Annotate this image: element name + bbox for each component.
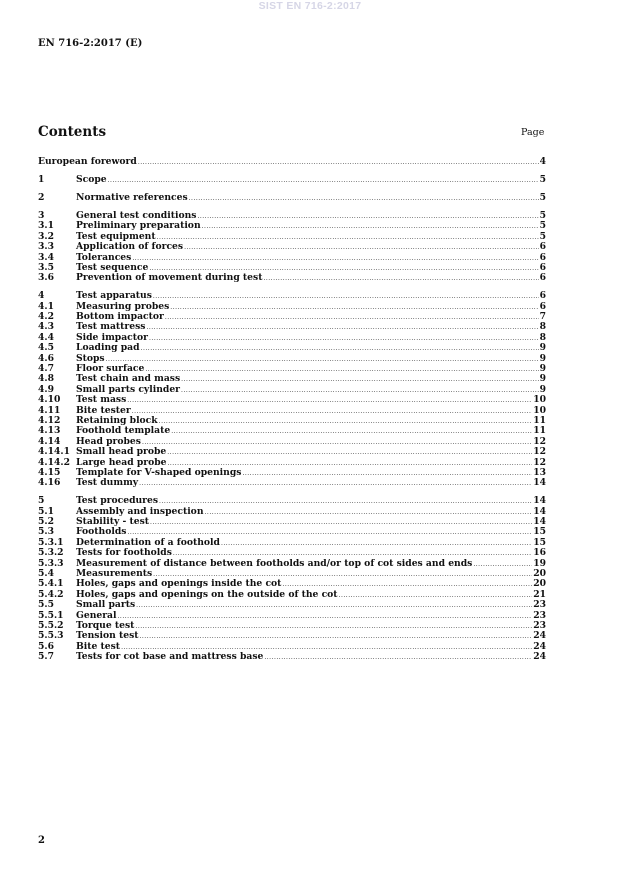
toc-entry-title: Bite tester bbox=[76, 404, 131, 416]
toc-entry[interactable] bbox=[38, 242, 546, 252]
toc-entry-title: Floor surface bbox=[76, 363, 145, 375]
toc-entry[interactable] bbox=[38, 652, 546, 662]
toc-entry-page: 11 bbox=[533, 414, 546, 426]
toc-entry-title: Torque test bbox=[76, 619, 135, 631]
toc-entry-number: 3.5 bbox=[38, 261, 54, 273]
toc-entry-number: 4.15 bbox=[38, 466, 61, 478]
toc-entry-page: 15 bbox=[533, 526, 546, 538]
toc-entry-page: 5 bbox=[539, 173, 546, 185]
toc-entry-page: 5 bbox=[539, 191, 546, 203]
toc-entry-title: Application of forces bbox=[76, 241, 184, 253]
toc-entry-title: Head probes bbox=[76, 435, 141, 447]
toc-entry-page: 14 bbox=[533, 495, 546, 507]
toc-entry-page: 4 bbox=[539, 156, 546, 167]
toc-leader-dots bbox=[145, 365, 538, 375]
toc-entry-title: Test procedures bbox=[76, 495, 159, 507]
toc-entry-page: 8 bbox=[539, 331, 546, 343]
toc-entry-number: 5.5.2 bbox=[38, 619, 64, 631]
toc-entry-page: 6 bbox=[539, 251, 546, 263]
toc-entry-page: 19 bbox=[533, 557, 546, 569]
toc-entry-number: 4.3 bbox=[38, 321, 54, 333]
toc-entry-title: European foreword bbox=[38, 156, 137, 167]
toc-entry-page: 9 bbox=[539, 383, 546, 395]
toc-entry[interactable] bbox=[38, 447, 546, 457]
toc-entry[interactable] bbox=[38, 273, 546, 283]
toc-entry[interactable] bbox=[38, 343, 546, 353]
page-column-label: Page bbox=[521, 127, 545, 138]
toc-entry-title: Side impactor bbox=[76, 331, 148, 343]
toc-entry-number: 4.14.2 bbox=[38, 456, 70, 468]
toc-entry-title: General test conditions bbox=[76, 209, 197, 221]
toc-entry-number: 5.6 bbox=[38, 640, 54, 652]
toc-entry-number: 3.1 bbox=[38, 220, 54, 232]
page-title: Contents bbox=[38, 124, 107, 140]
toc-entry-number: 2 bbox=[38, 191, 45, 203]
toc-entry-page: 6 bbox=[539, 272, 546, 284]
toc-entry-title: Test chain and mass bbox=[76, 373, 181, 385]
toc-entry-number: 4.14.1 bbox=[38, 446, 70, 458]
toc-leader-dots bbox=[157, 233, 539, 243]
toc-entry-title: Preliminary preparation bbox=[76, 220, 201, 232]
toc-entry-title: Determination of a foothold bbox=[76, 536, 220, 548]
toc-entry-page: 20 bbox=[533, 578, 546, 590]
toc-entry-number: 4.4 bbox=[38, 331, 54, 343]
toc-entry-title: Test mattress bbox=[76, 321, 146, 333]
toc-entry-page: 5 bbox=[539, 230, 546, 242]
toc-entry-number: 1 bbox=[38, 173, 45, 185]
toc-entry-number: 4.11 bbox=[38, 404, 61, 416]
toc-entry-title: Stops bbox=[76, 352, 105, 364]
toc-entry-page: 12 bbox=[533, 456, 546, 468]
toc-entry-page: 15 bbox=[533, 536, 546, 548]
toc-entry-number: 4.16 bbox=[38, 477, 61, 489]
toc-entry-number: 4.6 bbox=[38, 352, 54, 364]
toc-leader-dots bbox=[146, 323, 538, 333]
toc-entry-page: 23 bbox=[533, 599, 546, 611]
toc-entry-title: Holes, gaps and openings on the outside of the cot bbox=[76, 588, 338, 600]
toc-leader-dots bbox=[242, 469, 532, 479]
toc-leader-dots bbox=[132, 254, 538, 264]
toc-entry-page: 8 bbox=[539, 321, 546, 333]
toc-leader-dots bbox=[339, 591, 533, 601]
toc-entry-title: Measurements bbox=[76, 568, 153, 580]
toc-entry-number: 5.2 bbox=[38, 516, 54, 528]
toc-entry-title: Foothold template bbox=[76, 425, 171, 437]
toc-entry-number: 3.4 bbox=[38, 251, 54, 263]
toc-entry-page: 10 bbox=[533, 404, 546, 416]
toc-entry-title: Bite test bbox=[76, 640, 121, 652]
table-of-contents bbox=[38, 157, 546, 663]
toc-leader-dots bbox=[263, 274, 538, 284]
toc-entry-number: 5.5.3 bbox=[38, 630, 64, 642]
toc-entry-number: 3.2 bbox=[38, 230, 54, 242]
toc-entry[interactable] bbox=[38, 175, 546, 185]
toc-entry-number: 3.6 bbox=[38, 272, 54, 284]
toc-leader-dots bbox=[132, 407, 532, 417]
toc-entry-page: 6 bbox=[539, 261, 546, 273]
toc-entry-title: General bbox=[76, 609, 117, 621]
toc-entry-title: Test apparatus bbox=[76, 290, 152, 302]
toc-entry-number: 5.3.3 bbox=[38, 557, 64, 569]
toc-entry-page: 6 bbox=[539, 290, 546, 302]
toc-entry-number: 4.14 bbox=[38, 435, 61, 447]
toc-entry-page: 9 bbox=[539, 373, 546, 385]
toc-entry-number: 3.3 bbox=[38, 241, 54, 253]
toc-entry-title: Bottom impactor bbox=[76, 311, 164, 323]
toc-entry-page: 14 bbox=[533, 505, 546, 517]
toc-entry-number: 4.2 bbox=[38, 311, 54, 323]
toc-entry-title: Test dummy bbox=[76, 477, 139, 489]
toc-entry-title: Test equipment bbox=[76, 230, 156, 242]
toc-entry-title: Tolerances bbox=[76, 251, 132, 263]
toc-leader-dots bbox=[181, 386, 539, 396]
toc-entry-page: 9 bbox=[539, 363, 546, 375]
document-id: EN 716-2:2017 (E) bbox=[38, 38, 143, 49]
toc-entry-title: Template for V-shaped openings bbox=[76, 466, 242, 478]
toc-entry-title: Measuring probes bbox=[76, 300, 170, 312]
toc-entry-page: 24 bbox=[533, 651, 546, 663]
toc-leader-dots bbox=[202, 222, 539, 232]
toc-entry-title: Stability - test bbox=[76, 516, 150, 528]
toc-entry-number: 4 bbox=[38, 290, 45, 302]
toc-entry-title: Holes, gaps and openings inside the cot bbox=[76, 578, 282, 590]
toc-entry-title: Tests for cot base and mattress base bbox=[76, 651, 264, 663]
toc-leader-dots bbox=[141, 344, 539, 354]
toc-entry-number: 5.7 bbox=[38, 651, 54, 663]
toc-leader-dots bbox=[149, 334, 539, 344]
toc-entry-page: 6 bbox=[539, 300, 546, 312]
toc-leader-dots bbox=[139, 632, 532, 642]
toc-leader-dots bbox=[171, 427, 532, 437]
toc-entry-title: Scope bbox=[76, 173, 107, 185]
toc-entry-title: Tests for footholds bbox=[76, 547, 172, 559]
toc-entry-page: 10 bbox=[533, 394, 546, 406]
toc-entry-title: Assembly and inspection bbox=[76, 505, 204, 517]
toc-entry-title: Footholds bbox=[76, 526, 127, 538]
toc-entry-number: 4.7 bbox=[38, 363, 54, 375]
toc-entry-title: Small parts bbox=[76, 599, 136, 611]
toc-leader-dots bbox=[189, 194, 539, 204]
toc-entry-number: 5.4.1 bbox=[38, 578, 64, 590]
toc-leader-dots bbox=[197, 212, 538, 222]
toc-entry-page: 9 bbox=[539, 352, 546, 364]
toc-entry-number: 4.10 bbox=[38, 394, 61, 406]
toc-entry-page: 5 bbox=[539, 209, 546, 221]
toc-entry-title: Retaining block bbox=[76, 414, 158, 426]
toc-leader-dots bbox=[159, 417, 533, 427]
toc-leader-dots bbox=[106, 355, 539, 365]
toc-leader-dots bbox=[184, 243, 539, 253]
toc-entry-title: Test mass bbox=[76, 394, 127, 406]
toc-entry-title: Normative references bbox=[76, 191, 188, 203]
toc-entry-title: Prevention of movement during test bbox=[76, 272, 263, 284]
toc-leader-dots bbox=[138, 158, 539, 168]
toc-entry-number: 4.1 bbox=[38, 300, 54, 312]
toc-leader-dots bbox=[135, 622, 532, 632]
toc-leader-dots bbox=[205, 508, 533, 518]
toc-leader-dots bbox=[165, 313, 539, 323]
toc-entry-page: 13 bbox=[533, 466, 546, 478]
toc-entry-title: Large head probe bbox=[76, 456, 167, 468]
toc-entry-number: 4.8 bbox=[38, 373, 54, 385]
toc-entry-number: 5.4 bbox=[38, 568, 54, 580]
toc-entry[interactable] bbox=[38, 478, 546, 488]
toc-entry-number: 5.5.1 bbox=[38, 609, 64, 621]
toc-entry-page: 11 bbox=[533, 425, 546, 437]
toc-leader-dots bbox=[264, 653, 532, 663]
toc-leader-dots bbox=[127, 396, 532, 406]
toc-entry-page: 24 bbox=[533, 630, 546, 642]
toc-entry-page: 24 bbox=[533, 640, 546, 652]
toc-entry-title: Test sequence bbox=[76, 261, 149, 273]
toc-entry-page: 7 bbox=[539, 311, 546, 323]
toc-entry-title: Measurement of distance between footholds and/or top of cot sides and ends bbox=[76, 557, 473, 569]
toc-entry-title: Tension test bbox=[76, 630, 139, 642]
toc-entry-page: 14 bbox=[533, 516, 546, 528]
toc-entry-number: 5.1 bbox=[38, 505, 54, 517]
watermark: SIST EN 716-2:2017 bbox=[258, 0, 362, 12]
toc-leader-dots bbox=[142, 438, 532, 448]
toc-entry-page: 12 bbox=[533, 446, 546, 458]
toc-leader-dots bbox=[108, 176, 539, 186]
toc-entry[interactable] bbox=[38, 157, 546, 167]
toc-leader-dots bbox=[139, 479, 532, 489]
page-number: 2 bbox=[38, 835, 45, 846]
toc-leader-dots bbox=[153, 292, 539, 302]
toc-entry-page: 9 bbox=[539, 342, 546, 354]
toc-entry-page: 16 bbox=[533, 547, 546, 559]
toc-leader-dots bbox=[221, 539, 532, 549]
toc-entry-number: 4.12 bbox=[38, 414, 61, 426]
toc-leader-dots bbox=[473, 560, 532, 570]
toc-leader-dots bbox=[159, 497, 532, 507]
toc-entry-page: 21 bbox=[533, 588, 546, 600]
toc-entry-number: 5.3.2 bbox=[38, 547, 64, 559]
toc-entry-page: 12 bbox=[533, 435, 546, 447]
toc-entry-number: 4.5 bbox=[38, 342, 54, 354]
toc-entry-page: 23 bbox=[533, 619, 546, 631]
toc-entry-number: 5.4.2 bbox=[38, 588, 64, 600]
toc-leader-dots bbox=[118, 612, 533, 622]
toc-entry-number: 4.13 bbox=[38, 425, 61, 437]
toc-entry-page: 6 bbox=[539, 241, 546, 253]
toc-leader-dots bbox=[167, 448, 532, 458]
toc-entry-number: 5 bbox=[38, 495, 45, 507]
toc-entry-title: Small head probe bbox=[76, 446, 167, 458]
toc-entry-page: 14 bbox=[533, 477, 546, 489]
toc-entry-number: 5.3.1 bbox=[38, 536, 64, 548]
toc-entry-page: 5 bbox=[539, 220, 546, 232]
toc-entry-number: 5.3 bbox=[38, 526, 54, 538]
toc-entry-number: 4.9 bbox=[38, 383, 54, 395]
toc-entry-page: 20 bbox=[533, 568, 546, 580]
toc-leader-dots bbox=[150, 518, 532, 528]
toc-entry-number: 3 bbox=[38, 209, 45, 221]
toc-leader-dots bbox=[170, 303, 538, 313]
toc-entry-title: Loading pad bbox=[76, 342, 140, 354]
toc-entry-title: Small parts cylinder bbox=[76, 383, 181, 395]
toc-leader-dots bbox=[181, 375, 538, 385]
toc-entry-page: 23 bbox=[533, 609, 546, 621]
toc-entry[interactable] bbox=[38, 193, 546, 203]
toc-entry-number: 5.5 bbox=[38, 599, 54, 611]
toc-leader-dots bbox=[136, 601, 532, 611]
